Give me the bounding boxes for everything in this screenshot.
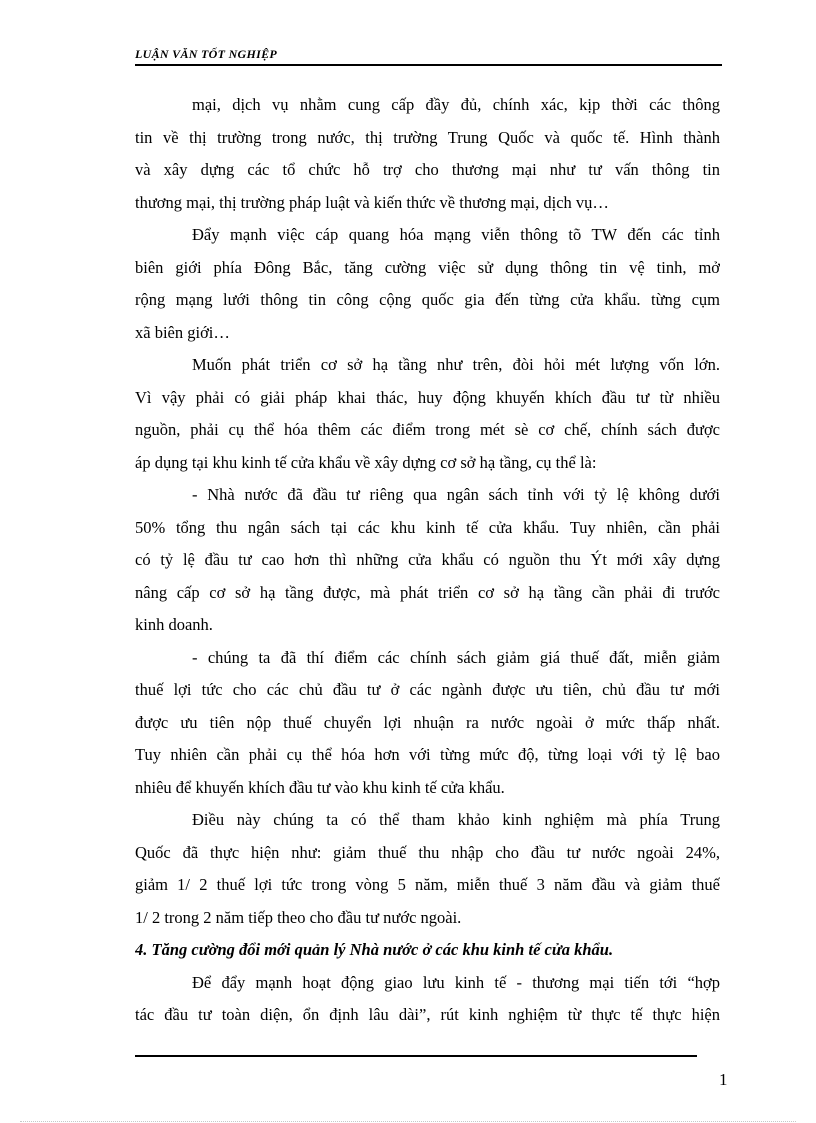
text-line: Tuy nhiên cần phải cụ thể hóa hơn với từng mức độ, từng loại với tỷ lệ bao bbox=[135, 745, 720, 764]
running-header-title: LUẬN VĂN TỐT NGHIỆP bbox=[135, 47, 278, 61]
text-line: mại, dịch vụ nhằm cung cấp đầy đủ, chính xác, kịp thời các thông bbox=[192, 95, 720, 114]
text-line: Để đẩy mạnh hoạt động giao lưu kinh tế - thương mại tiến tới “hợp bbox=[192, 972, 720, 992]
text-line: thương mại, thị trường pháp luật và kiến thức về thương mại, dịch vụ… bbox=[135, 192, 609, 212]
header-divider bbox=[135, 64, 722, 66]
text-line: giảm 1/ 2 thuế lợi tức trong vòng 5 năm, miễn thuế 3 năm đầu và giảm thuế bbox=[135, 875, 720, 894]
text-line: Quốc đã thực hiện như: giảm thuế thu nhập cho đầu tư nước ngoài 24%, bbox=[135, 842, 720, 862]
text-line: 1/ 2 trong 2 năm tiếp theo cho đầu tư nước ngoài. bbox=[135, 907, 462, 927]
text-line: Muốn phát triển cơ sở hạ tầng như trên, đòi hỏi mét lượng vốn lớn. bbox=[192, 355, 720, 374]
text-line: biên giới phía Đông Bắc, tăng cường việc sử dụng thông tin vệ tinh, mở bbox=[135, 257, 720, 277]
text-line: và xây dựng các tổ chức hỗ trợ cho thương mại như tư vấn thông tin bbox=[135, 160, 720, 179]
page-edge-divider bbox=[20, 1121, 796, 1122]
text-line: thuế lợi tức cho các chủ đầu tư ở các ngành được ưu tiên, chủ đầu tư mới bbox=[135, 680, 720, 699]
text-line: nhiêu để khuyến khích đầu tư vào khu kinh tế cửa khẩu. bbox=[135, 777, 505, 797]
text-line: áp dụng tại khu kinh tế cửa khẩu về xây dựng cơ sở hạ tầng, cụ thể là: bbox=[135, 452, 597, 472]
text-line: được ưu tiên nộp thuế chuyển lợi nhuận ra nước ngoài ở mức thấp nhất. bbox=[135, 712, 720, 732]
text-line: xã biên giới… bbox=[135, 322, 230, 342]
text-line: rộng mạng lưới thông tin công cộng quốc gia đến từng cửa khẩu. từng cụm bbox=[135, 290, 720, 309]
section-heading: 4. Tăng cường đổi mới quản lý Nhà nước ở các khu kinh tế cửa khẩu. bbox=[135, 940, 614, 959]
text-line: Đẩy mạnh việc cáp quang hóa mạng viễn thông tõ TW đến các tỉnh bbox=[192, 225, 720, 244]
footer-divider bbox=[135, 1055, 697, 1057]
document-body bbox=[135, 89, 720, 1032]
text-line: nâng cấp cơ sở hạ tầng được, mà phát triển cơ sở hạ tầng cần phải đi trước bbox=[135, 582, 720, 602]
text-line: nguồn, phải cụ thể hóa thêm các điểm trong mét sè cơ chế, chính sách được bbox=[135, 420, 720, 439]
text-line: tác đầu tư toàn diện, ổn định lâu dài”, rút kinh nghiệm từ thực tế thực hiện bbox=[135, 1005, 720, 1024]
text-line: Điều này chúng ta có thể tham khảo kinh nghiệm mà phía Trung bbox=[192, 810, 720, 829]
text-line: - Nhà nước đã đầu tư riêng qua ngân sách tỉnh với tỷ lệ không dưới bbox=[192, 485, 720, 504]
text-line: có tỷ lệ đầu tư cao hơn thì những cửa khẩu có nguồn thu Ýt mới xây dựng bbox=[135, 550, 720, 569]
text-line: - chúng ta đã thí điểm các chính sách giảm giá thuế đất, miễn giảm bbox=[192, 647, 720, 667]
text-line: Vì vậy phải có giải pháp khai thác, huy động khuyến khích đầu tư từ nhiều bbox=[135, 387, 720, 407]
text-line: tin về thị trường trong nước, thị trường Trung Quốc và quốc tế. Hình thành bbox=[135, 127, 720, 147]
text-line: kinh doanh. bbox=[135, 615, 213, 634]
text-line: 50% tổng thu ngân sách tại các khu kinh tế cửa khẩu. Tuy nhiên, cần phải bbox=[135, 517, 720, 537]
page-number: 1 bbox=[719, 1070, 728, 1089]
